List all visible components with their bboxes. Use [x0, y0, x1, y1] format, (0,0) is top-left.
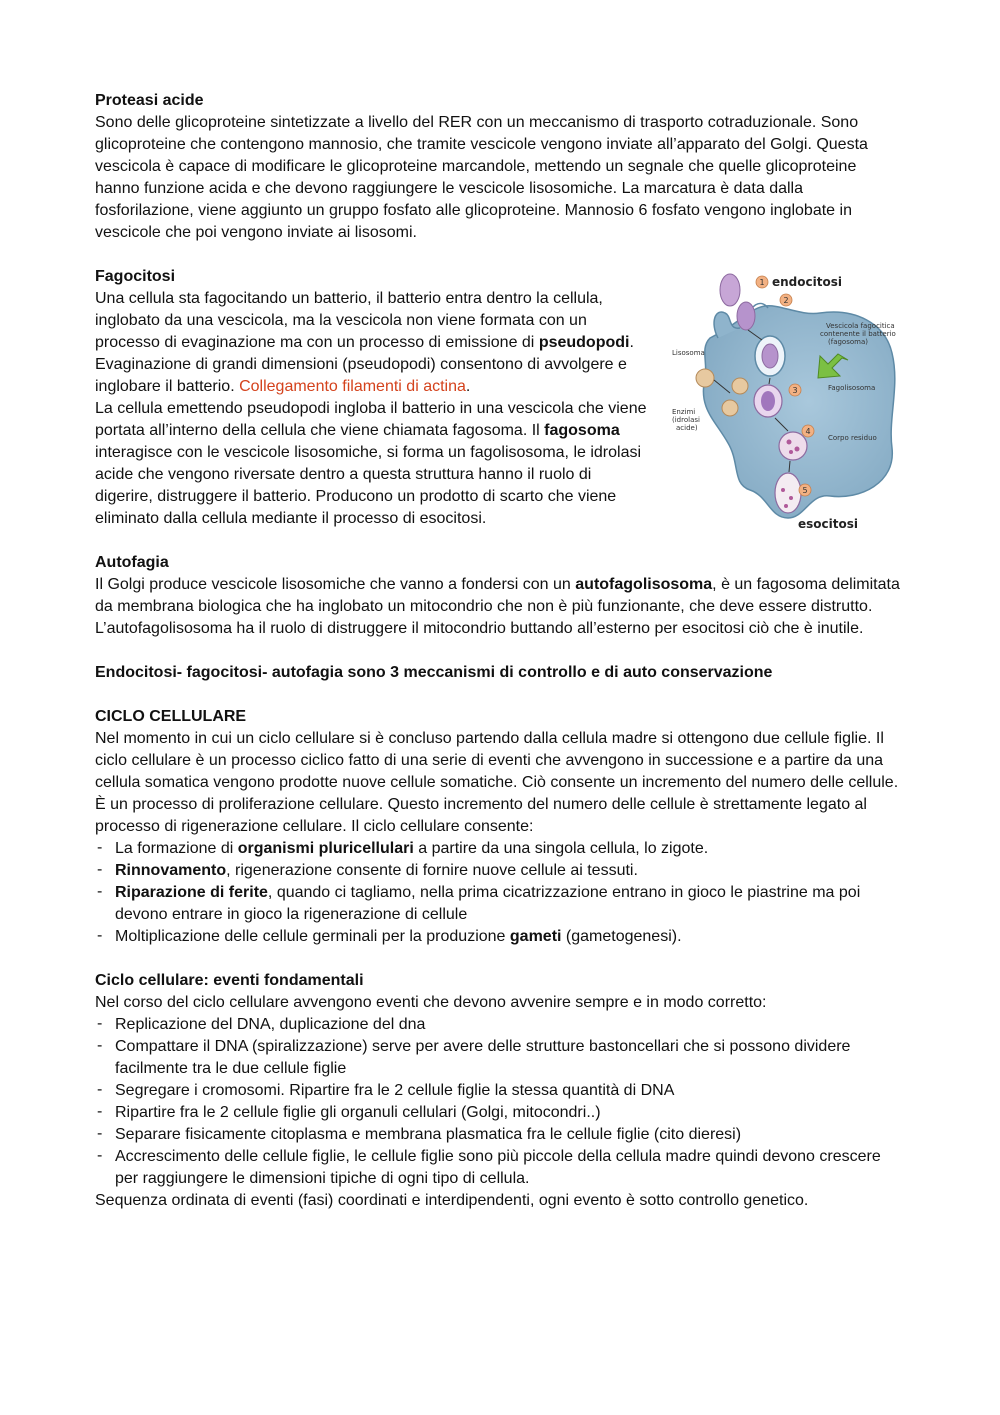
- term-autofagolisosoma: autofagolisosoma: [575, 576, 713, 593]
- paragraph-autofagia: Il Golgi produce vescicole lisosomiche che vanno a fondersi con un autofagolisosoma, è un fagosoma delimitata da membrana biologica che ha inglobato un mitocondrio che non è più funzionante, che deve essere distrutto. L’autofagolisosoma ha il ruolo di distruggere il mitocondrio buttando all’esterno per esocitosi ciò che è inutile.: [95, 576, 900, 637]
- label-enzimi-1: Enzimi: [672, 408, 696, 416]
- term-pseudopodi: pseudopodi: [538, 334, 630, 351]
- paragraph-ciclo-cellulare: Nel momento in cui un ciclo cellulare si è concluso partendo dalla cellula madre si ottengono due cellule figlie. Il ciclo cellulare è un processo ciclico fatto di una serie di eventi che avvengono in successione e a partire da una cellula somatica vengono prodotte nuove cellule somatiche. Ciò consente un incremento del numero delle cellule. È un processo di proliferazione cellulare. Questo incremento del numero delle cellule è strettamente legato al processo di rigenerazione cellulare. Il ciclo cellulare consente:: [95, 730, 899, 835]
- bacterium-inside: [737, 302, 755, 330]
- step-badge-1: [756, 276, 768, 288]
- step-badge-4: [802, 425, 814, 437]
- paragraph-fagocitosi-2: La cellula emettendo pseudopodi ingloba il batterio in una vescicola che viene portata all’interno della cellula che viene chiamata fagosoma. Il fagosoma interagisce con le vescicole lisosomiche, si forma un fagolisosoma, le idrolasi acide che vengono riversate dentro a questa struttura hanno il ruolo di digerire, distruggere il batterio. Producono un prodotto di scarto che viene eliminato dalla cellula mediante il processo di esocitosi.: [95, 400, 647, 527]
- label-endocitosi: endocitosi: [772, 275, 842, 289]
- bacterium: [720, 274, 740, 306]
- label-vescicola-3: (fagosoma): [828, 338, 868, 346]
- label-enzimi-2: (idrolasi: [672, 416, 700, 424]
- list-item: - Segregare i cromosomi. Ripartire fra le 2 cellule figlie la stessa quantità di DNA: [95, 1080, 905, 1102]
- phagocytosis-diagram: [670, 268, 910, 538]
- term-fagosoma: fagosoma: [544, 422, 620, 439]
- paragraph-eventi-closing: Sequenza ordinata di eventi (fasi) coordinati e interdipendenti, ogni evento è sotto controllo genetico.: [95, 1192, 809, 1209]
- paragraph-fagocitosi-1: Una cellula sta fagocitando un batterio, il batterio entra dentro la cellula, inglobato da una vescicola, ma la vescicola non viene formata con un processo di evaginazione ma con un processo di emissione di pseudopodi. Evaginazione di grandi dimensioni (pseudopodi) consentono di avvolgere e inglobare il batterio. Collegamento filamenti di actina.: [95, 290, 634, 395]
- heading-autofagia: Autofagia: [95, 554, 169, 571]
- step-badge-3: [789, 384, 801, 396]
- list-item: - Compattare il DNA (spiralizzazione) serve per avere delle strutture bastoncellari che si possono dividere facilmente tra le due cellule figlie: [95, 1036, 905, 1080]
- step-badge-2: [780, 294, 792, 306]
- label-vescicola-1: Vescicola fagocitica: [826, 322, 895, 330]
- residual-body: [779, 432, 807, 460]
- list-item: - Moltiplicazione delle cellule germinali per la produzione gameti (gametogenesi).: [95, 926, 905, 948]
- svg-text:1: 1: [759, 278, 765, 287]
- paragraph-eventi-intro: Nel corso del ciclo cellulare avvengono eventi che devono avvenire sempre e in modo corretto:: [95, 994, 767, 1011]
- heading-proteasi-acide: Proteasi acide: [95, 92, 204, 109]
- list-eventi: [95, 1014, 905, 1190]
- exocytosis-vesicle: [775, 473, 801, 513]
- list-item: - Rinnovamento, rigenerazione consente di fornire nuove cellule ai tessuti.: [95, 860, 905, 882]
- list-item: - Accrescimento delle cellule figlie, le cellule figlie sono più piccole della cellula madre quindi devono crescere per raggiungere le dimensioni tipiche di ogni tipo di cellula.: [95, 1146, 905, 1190]
- label-corpo-residuo: Corpo residuo: [828, 434, 877, 442]
- label-esocitosi: esocitosi: [798, 517, 858, 531]
- label-lisosoma: Lisosoma: [672, 349, 705, 357]
- note-actina: Collegamento filamenti di actina: [239, 378, 466, 395]
- label-fagolisosoma: Fagolisosoma: [828, 384, 876, 392]
- svg-text:3: 3: [792, 386, 798, 395]
- step-badge-5: [799, 484, 811, 496]
- document-page: [95, 90, 905, 1212]
- label-enzimi-3: acide): [676, 424, 698, 432]
- paragraph-proteasi-acide: Sono delle glicoproteine sintetizzate a livello del RER con un meccanismo di trasporto cotraduzionale. Sono glicoproteine che contengono mannosio, che tramite vescicole vengono inviate all’apparato del Golgi. Questa vescicola è capace di modificare le glicoproteine marcandole, mettendo un segnale che quelle glicoproteine hanno funzione acida e che devono raggiungere le vescicole lisosomiche. La marcatura è data dalla fosforilazione, viene aggiunto un gruppo fosfato alle glicoproteine. Mannosio 6 fosfato vengono inglobate in vescicole che poi vengono inviate ai lisosomi.: [95, 114, 868, 241]
- list-item: - Replicazione del DNA, duplicazione del dna: [95, 1014, 905, 1036]
- svg-text:5: 5: [802, 486, 808, 495]
- phagocytosis-figure: [670, 268, 910, 538]
- heading-ciclo-cellulare: CICLO CELLULARE: [95, 708, 247, 725]
- svg-text:2: 2: [783, 296, 789, 305]
- section-fagocitosi: [95, 266, 905, 530]
- list-item: - Ripartire fra le 2 cellule figlie gli organuli cellulari (Golgi, mitocondri..): [95, 1102, 905, 1124]
- lysosome: [696, 369, 714, 387]
- list-item: - La formazione di organismi pluricellulari a partire da una singola cellula, lo zigote.: [95, 838, 905, 860]
- heading-eventi-fondamentali: Ciclo cellulare: eventi fondamentali: [95, 972, 364, 989]
- list-item: - Riparazione di ferite, quando ci tagliamo, nella prima cicatrizzazione entrano in gioco le piastrine ma poi devono entrare in gioco la rigenerazione di cellule: [95, 882, 905, 926]
- heading-fagocitosi: Fagocitosi: [95, 268, 176, 285]
- svg-text:4: 4: [805, 427, 811, 436]
- label-vescicola-2: contenente il batterio: [820, 330, 896, 338]
- list-item: - Separare fisicamente citoplasma e membrana plasmatica fra le cellule figlie (cito dieresi): [95, 1124, 905, 1146]
- list-ciclo-cellulare: [95, 838, 905, 948]
- summary-statement: Endocitosi- fagocitosi- autofagia sono 3 meccanismi di controllo e di auto conservazione: [95, 664, 773, 681]
